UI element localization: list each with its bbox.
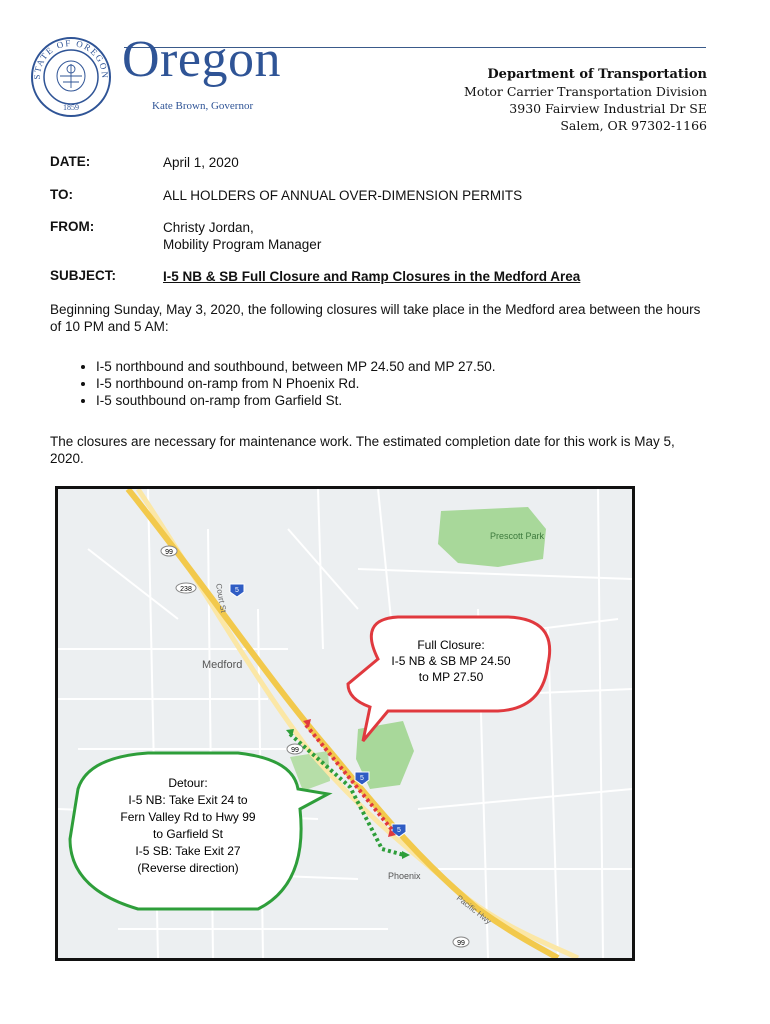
subject-value: I-5 NB & SB Full Closure and Ramp Closures in the Medford Area	[163, 269, 581, 284]
place-phoenix: Phoenix	[388, 871, 421, 881]
closure-line-3: to MP 27.50	[418, 670, 484, 684]
closure-list	[72, 358, 496, 409]
closure-map	[55, 486, 635, 961]
governor-name: Kate Brown, Governor	[152, 100, 254, 112]
date-value: April 1, 2020	[163, 155, 239, 170]
svg-text:5: 5	[235, 587, 239, 594]
closing-paragraph: The closures are necessary for maintenance work. The estimated completion date for this work is May 5, 2020.	[50, 434, 675, 466]
seal-year: 1859	[63, 103, 79, 112]
place-prescott-park: Prescott Park	[490, 531, 545, 541]
road-court-st: Court St	[214, 582, 228, 614]
detour-line-2: I-5 NB: Take Exit 24 to	[128, 793, 248, 807]
department-name: Department of Transportation	[487, 67, 707, 82]
subject-label: SUBJECT:	[50, 268, 117, 283]
department-address	[464, 66, 707, 134]
address-line1: 3930 Fairview Industrial Dr SE	[509, 101, 707, 116]
svg-text:238: 238	[180, 586, 192, 593]
road-pacific-hwy: Pacific Hwy	[454, 893, 493, 927]
map-canvas	[58, 489, 632, 958]
address-line2: Salem, OR 97302-1166	[560, 118, 707, 133]
detour-line-5: I-5 SB: Take Exit 27	[135, 844, 241, 858]
list-item: • I-5 northbound and southbound, between MP 24.50 and MP 27.50.	[96, 358, 496, 375]
detour-line-1: Detour:	[168, 776, 208, 790]
from-label: FROM:	[50, 219, 95, 234]
route-shield-99	[453, 937, 469, 947]
to-label: TO:	[50, 187, 73, 202]
date-label: DATE:	[50, 154, 91, 169]
brand-wordmark: Oregon	[122, 31, 281, 88]
svg-text:99: 99	[291, 747, 299, 754]
from-title: Mobility Program Manager	[163, 237, 322, 252]
route-shield-238	[176, 583, 196, 593]
intro-paragraph: Beginning Sunday, May 3, 2020, the following closures will take place in the Medford area between the hours of 10 PM and 5 AM:	[50, 302, 701, 334]
oregon-state-seal	[30, 36, 112, 118]
detour-line-6: (Reverse direction)	[137, 861, 239, 875]
division-name: Motor Carrier Transportation Division	[464, 84, 707, 99]
svg-text:99: 99	[457, 940, 465, 947]
closure-line-1: Full Closure:	[417, 638, 485, 652]
list-item: • I-5 northbound on-ramp from N Phoenix Rd.	[96, 375, 496, 392]
from-value	[163, 219, 321, 253]
from-name: Christy Jordan,	[163, 220, 254, 235]
to-value: ALL HOLDERS OF ANNUAL OVER-DIMENSION PERMITS	[163, 188, 523, 203]
svg-text:5: 5	[360, 775, 364, 782]
closure-line-2: I-5 NB & SB MP 24.50	[391, 654, 511, 668]
route-shield-99	[161, 546, 177, 556]
list-item: • I-5 southbound on-ramp from Garfield St.	[96, 392, 496, 409]
place-medford: Medford	[202, 659, 243, 671]
svg-text:99: 99	[165, 549, 173, 556]
route-shield-99	[287, 744, 303, 754]
seal-text: STATE OF OREGON	[31, 37, 111, 80]
svg-text:5: 5	[397, 827, 401, 834]
detour-line-3: Fern Valley Rd to Hwy 99	[120, 810, 256, 824]
detour-line-4: to Garfield St	[152, 827, 224, 841]
